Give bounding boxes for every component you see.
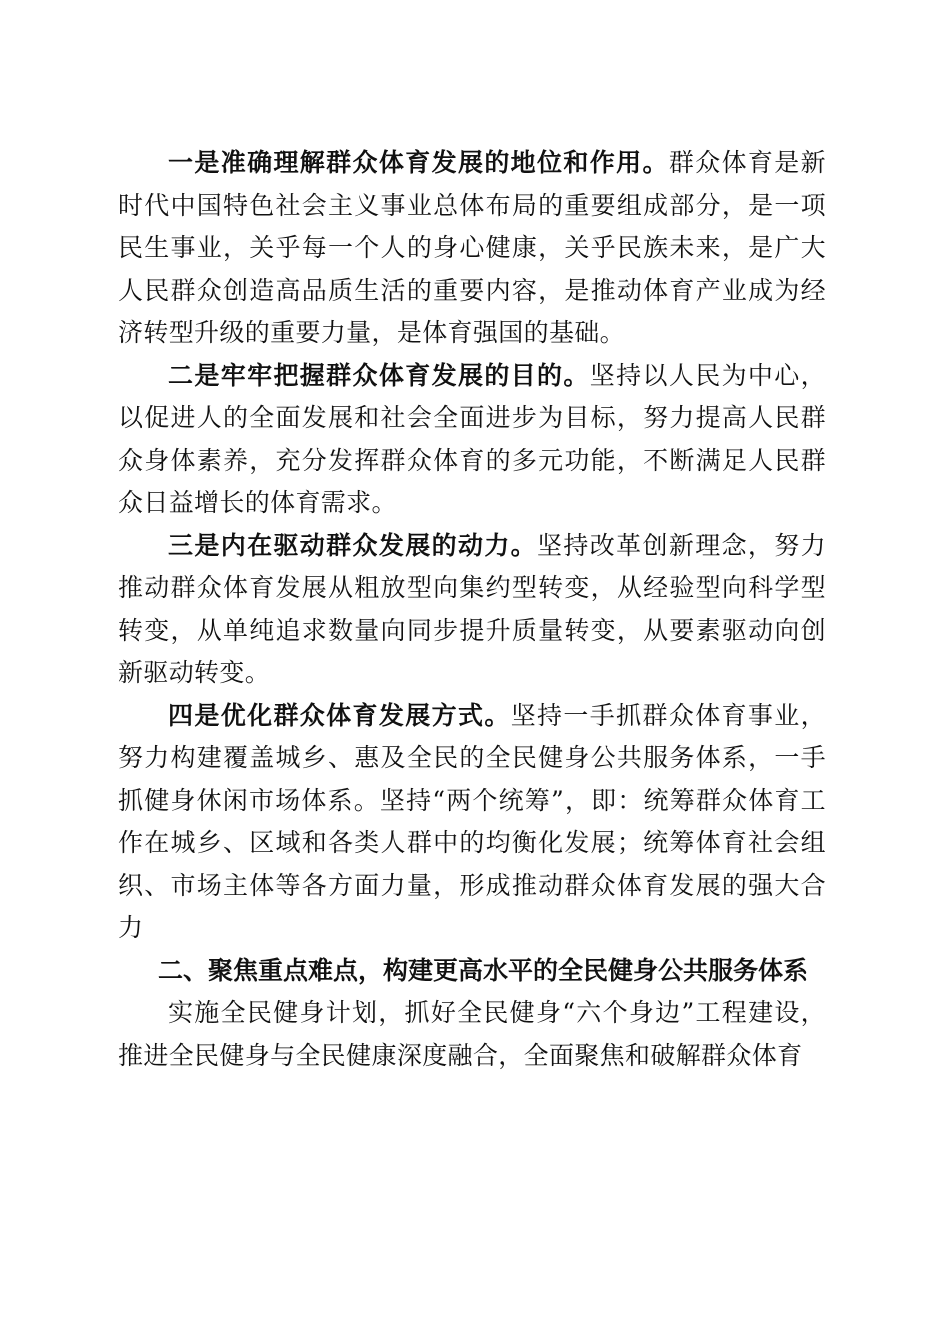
paragraph-two bbox=[118, 355, 826, 525]
paragraph-one-body: 群众体育是新时代中国特色社会主义事业总体布局的重要组成部分，是一项民生事业，关乎每一个人的身心健康，关乎民族未来，是广大人民群众创造高品质生活的重要内容，是推动体育产业成为经济转型升级的重要力量，是体育强国的基础。 bbox=[118, 148, 826, 347]
final-paragraph: 实施全民健身计划，抓好全民健身“六个身边”工程建设，推进全民健身与全民健康深度融合，全面聚焦和破解群众体育 bbox=[118, 998, 826, 1070]
paragraph-four bbox=[118, 695, 826, 950]
paragraph-two-lead: 二是牢牢把握群众体育发展的目的。 bbox=[168, 360, 590, 390]
document-body bbox=[118, 142, 826, 1077]
paragraph-two-body: 坚持以人民为中心，以促进人的全面发展和社会全面进步为目标，努力提高人民群众身体素养，充分发挥群众体育的多元功能，不断满足人民群众日益增长的体育需求。 bbox=[118, 360, 826, 517]
paragraph-three bbox=[118, 525, 826, 695]
paragraph-one bbox=[118, 142, 826, 355]
section-heading: 二、聚焦重点难点，构建更高水平的全民健身公共服务体系 bbox=[158, 955, 809, 985]
paragraph-four-lead: 四是优化群众体育发展方式。 bbox=[168, 700, 511, 730]
paragraph-three-lead: 三是内在驱动群众发展的动力。 bbox=[168, 530, 538, 560]
paragraph-one-lead: 一是准确理解群众体育发展的地位和作用。 bbox=[168, 148, 669, 177]
paragraph-four-body: 坚持一手抓群众体育事业，努力构建覆盖城乡、惠及全民的全民健身公共服务体系，一手抓健身休闲市场体系。坚持“两个统筹”，即：统筹群众体育工作在城乡、区域和各类人群中的均衡化发展；统筹体育社会组织、市场主体等各方面力量，形成推动群众体育发展的强大合力 bbox=[118, 700, 826, 942]
paragraph-three-body: 坚持改革创新理念，努力推动群众体育发展从粗放型向集约型转变，从经验型向科学型转变，从单纯追求数量向同步提升质量转变，从要素驱动向创新驱动转变。 bbox=[118, 530, 826, 687]
